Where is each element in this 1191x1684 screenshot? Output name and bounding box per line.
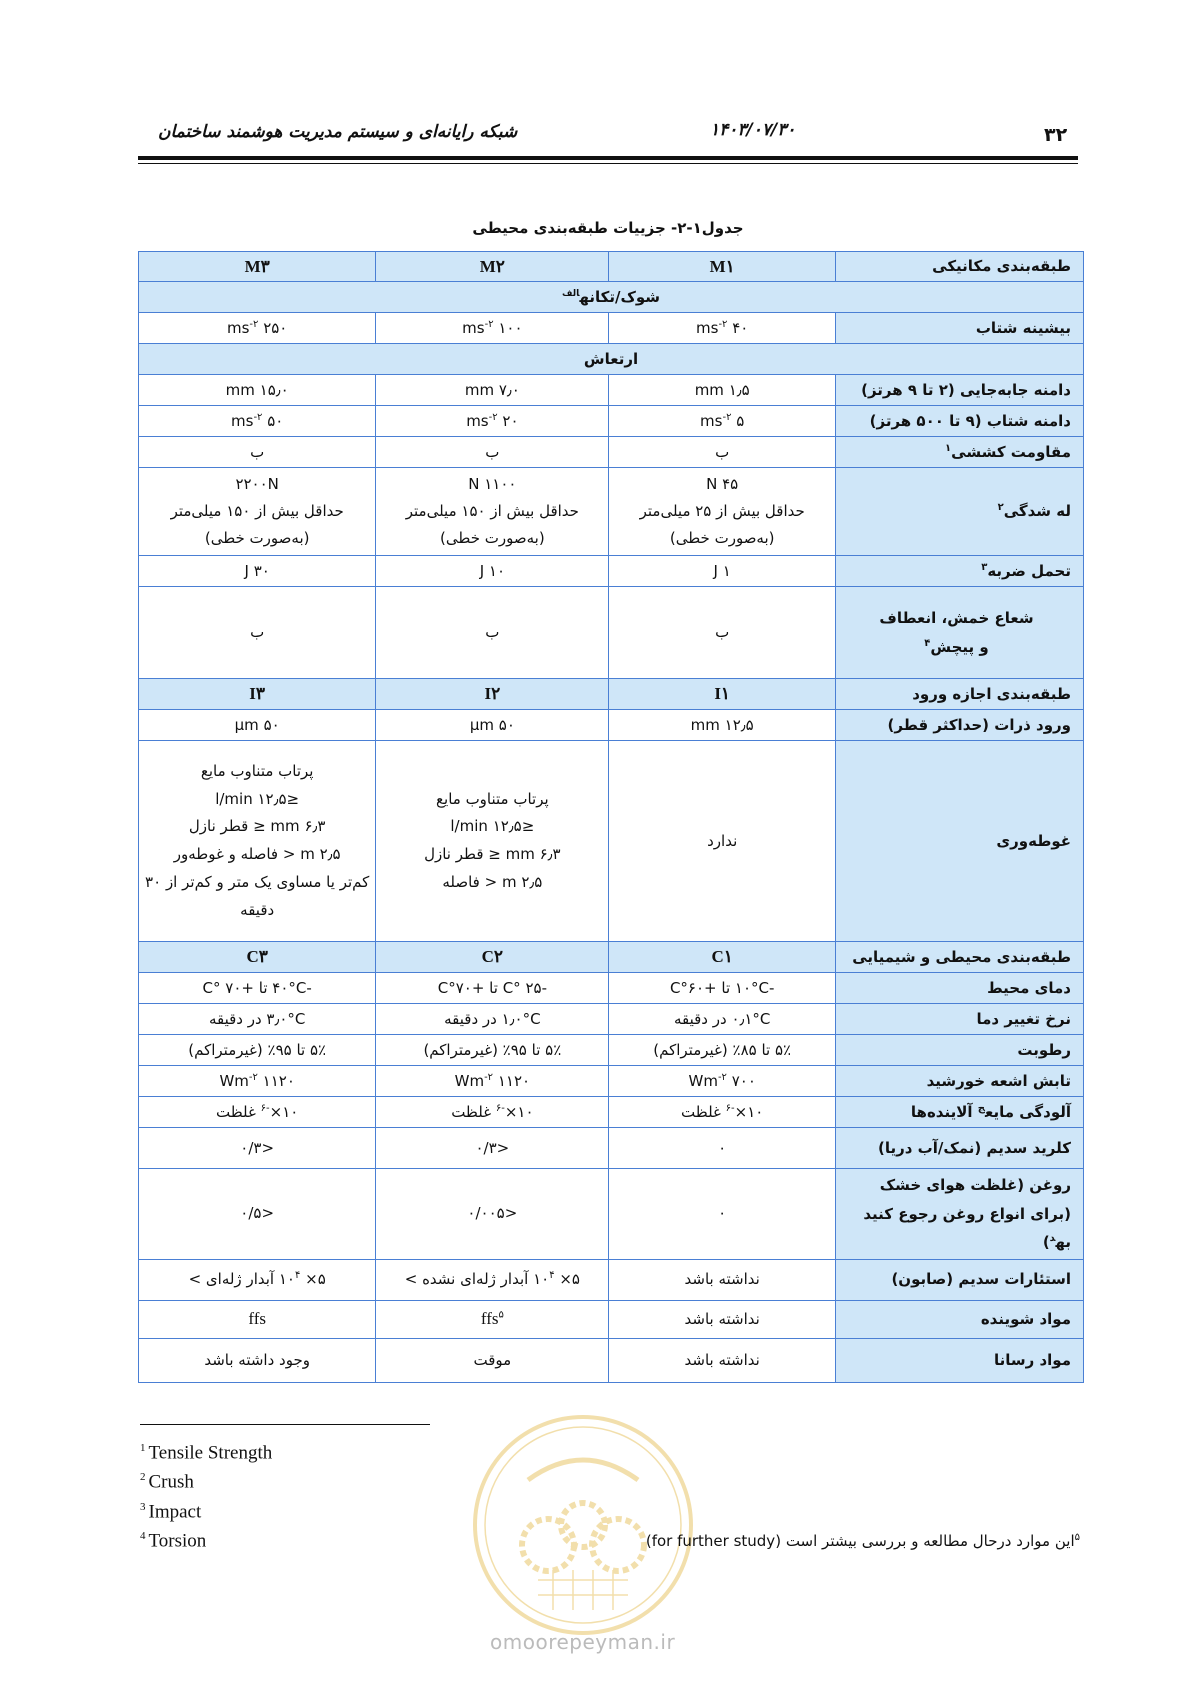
watermark-url: omoorepeyman.ir (490, 1630, 676, 1654)
cell-c1: C۱ (609, 942, 836, 973)
table-row (139, 741, 1084, 942)
table-cell: ۳۰ J (139, 556, 376, 587)
cell-c2: C۲ (376, 942, 609, 973)
table-cell: ۲۰ $ms^{-۲}$ (376, 406, 609, 437)
row-label: کلرید سدیم (نمک/آب دریا) (836, 1128, 1084, 1169)
row-label: طبقه‌بندی مکانیکی (836, 252, 1084, 282)
section-title: شوک/تکانه$^{الف}$ (139, 282, 1084, 313)
table-cell: <۰/۳ (376, 1128, 609, 1169)
row-label: روغن (غلظت هوای خشک (برای انواع روغن رجوع کنید به$^د$) (836, 1169, 1084, 1260)
table-row (139, 468, 1084, 556)
row-label: مواد شوینده (836, 1300, 1084, 1338)
table-cell: ۲۵۰ $ms^{-۲}$ (139, 313, 376, 344)
table-cell: موقت (376, 1338, 609, 1382)
row-label: آلودگی مایع$^ج$ آلاینده‌ها (836, 1097, 1084, 1128)
table-cell: -۱۰°C تا +۶۰°C (609, 973, 836, 1004)
table-cell: ۱ J (609, 556, 836, 587)
table-cell: ffs (139, 1300, 376, 1338)
environmental-classification-table (138, 251, 1084, 1383)
table-row (139, 252, 1084, 282)
row-label: دامنه جابه‌جایی (۲ تا ۹ هرتز) (836, 375, 1084, 406)
row-label: غوطه‌وری (836, 741, 1084, 942)
table-cell: ۵٪ تا ۹۵٪ (غیرمتراکم) (376, 1035, 609, 1066)
row-label: تابش اشعه خورشید (836, 1066, 1084, 1097)
table-row (139, 437, 1084, 468)
footnote-4: $^4$ Torsion (140, 1529, 207, 1552)
row-label: طبقه‌بندی اجازه ورود (836, 679, 1084, 710)
table-cell: ۰٫۱°C در دقیقه (609, 1004, 836, 1035)
table-cell: ۷٫۰ mm (376, 375, 609, 406)
cell-i1: I۱ (609, 679, 836, 710)
table-cell: ۰ (609, 1128, 836, 1169)
table-caption: جدول۱-۲- جزییات طبقه‌بندی محیطی (472, 219, 744, 237)
table-cell: ۴۰ $ms^{-۲}$ (609, 313, 836, 344)
footnote-3: $^3$ Impact (140, 1500, 202, 1522)
table-cell: <۰/۵ (139, 1169, 376, 1260)
header-rule-thin (138, 163, 1078, 164)
table-cell: نداشته باشد (609, 1259, 836, 1300)
section-row-vibration (139, 344, 1084, 375)
cell-m3: M۳ (139, 252, 376, 282)
table-cell: ۱۰×$^{-۶}$ غلظت (609, 1097, 836, 1128)
cell-i2: I۲ (376, 679, 609, 710)
page-number: ۳۲ (1044, 124, 1068, 146)
table-cell: ب (609, 437, 836, 468)
table-cell: پرتاب متناوب مایع ≤۱۲٫۵ l/min ۶٫۳ mm ≤ قطر نازل ۲٫۵ m < فاصله و غوطه‌ور کم‌تر یا مساوی یک متر و کم‌تر از ۳۰ دقیقه (139, 741, 376, 942)
footnote-5: $^۵$این موارد درحال مطالعه و بررسی بیشتر است (for further study) (645, 1532, 1080, 1550)
cell-m1: M۱ (609, 252, 836, 282)
cell-i3: I۳ (139, 679, 376, 710)
table-cell: ۱۱۲۰ $Wm^{-۲}$ (376, 1066, 609, 1097)
row-label: ورود ذرات (حداکثر قطر) (836, 710, 1084, 741)
table-cell: ۱۰×$^{-۶}$ غلظت (139, 1097, 376, 1128)
table-cell: ۱۵٫۰ mm (139, 375, 376, 406)
table-cell: ۵۰ $ms^{-۲}$ (139, 406, 376, 437)
table-row (139, 1259, 1084, 1300)
cell-m2: M۲ (376, 252, 609, 282)
row-label: نرخ تغییر دما (836, 1004, 1084, 1035)
table-row (139, 1004, 1084, 1035)
table-row (139, 942, 1084, 973)
table-cell: ffs$^۵$ (376, 1300, 609, 1338)
table-cell: ۱۰۰ $ms^{-۲}$ (376, 313, 609, 344)
footnote-rule (140, 1424, 430, 1425)
table-cell: ۱۱۲۰ $Wm^{-۲}$ (139, 1066, 376, 1097)
table-cell: نداشته باشد (609, 1300, 836, 1338)
row-label: بیشینه شتاب (836, 313, 1084, 344)
table-cell: ۱٫۵ mm (609, 375, 836, 406)
table-cell: ب (376, 437, 609, 468)
table-row (139, 1338, 1084, 1382)
table-cell: ب (376, 587, 609, 679)
table-cell: ندارد (609, 741, 836, 942)
footnote-2: $^2$ Crush (140, 1471, 194, 1493)
table-cell: ۵٪ تا ۸۵٪ (غیرمتراکم) (609, 1035, 836, 1066)
row-label: استئارات سدیم (صابون) (836, 1259, 1084, 1300)
table-cell: ۱۰×$^{-۶}$ غلظت (376, 1097, 609, 1128)
table-cell: ۱۱۰۰ N حداقل بیش از ۱۵۰ میلی‌متر (به‌صورت خطی) (376, 468, 609, 556)
row-label: مقاومت کششی$^۱$ (836, 437, 1084, 468)
table-cell: ۲۲۰۰N حداقل بیش از ۱۵۰ میلی‌متر (به‌صورت خطی) (139, 468, 376, 556)
table-cell: ۴۵ N حداقل بیش از ۲۵ میلی‌متر (به‌صورت خطی) (609, 468, 836, 556)
row-label: مواد رسانا (836, 1338, 1084, 1382)
table-cell: ب (139, 587, 376, 679)
section-row-shock (139, 282, 1084, 313)
table-cell: ۱۰ J (376, 556, 609, 587)
row-label: طبقه‌بندی محیطی و شیمیایی (836, 942, 1084, 973)
table-row (139, 375, 1084, 406)
table-row (139, 313, 1084, 344)
header-date: ۱۴۰۳/۰۷/۳۰ (710, 120, 796, 140)
table-cell: <۰/۳ (139, 1128, 376, 1169)
row-label: شعاع خمش، انعطاف و پیچش$^۴$ (836, 587, 1084, 679)
table-cell: -۲۵ °C تا +۷۰°C (376, 973, 609, 1004)
row-label: له شدگی$^۲$ (836, 468, 1084, 556)
table-row (139, 1169, 1084, 1260)
footnotes (140, 1436, 272, 1553)
table-cell: ۵× $۱۰^۴$ آبدار ژله‌ای نشده > (376, 1259, 609, 1300)
watermark-seal-icon (468, 1410, 698, 1640)
page-header (138, 112, 1080, 152)
table-row (139, 556, 1084, 587)
table-cell: نداشته باشد (609, 1338, 836, 1382)
table-cell: ۵ $ms^{-۲}$ (609, 406, 836, 437)
table-cell: ۱۲٫۵ mm (609, 710, 836, 741)
table-row (139, 1066, 1084, 1097)
table-cell: وجود داشته باشد (139, 1338, 376, 1382)
table-row (139, 587, 1084, 679)
table-cell: ۳٫۰°C در دقیقه (139, 1004, 376, 1035)
table-cell: پرتاب متناوب مایع ≤۱۲٫۵ l/min ۶٫۳ mm ≤ قطر نازل ۲٫۵ m < فاصله (376, 741, 609, 942)
table-row (139, 1097, 1084, 1128)
table-cell: <۰/۰۰۵ (376, 1169, 609, 1260)
row-label: تحمل ضربه$^۳$ (836, 556, 1084, 587)
header-title: شبکه رایانه‌ای و سیستم مدیریت هوشمند ساختمان (158, 122, 518, 142)
table-cell: ۱٫۰°C در دقیقه (376, 1004, 609, 1035)
table-cell: ۵۰ µm (139, 710, 376, 741)
table-row (139, 1300, 1084, 1338)
table-row (139, 679, 1084, 710)
table-row (139, 1128, 1084, 1169)
section-title: ارتعاش (139, 344, 1084, 375)
table-row (139, 1035, 1084, 1066)
row-label: دامنه شتاب (۹ تا ۵۰۰ هرتز) (836, 406, 1084, 437)
cell-c3: C۳ (139, 942, 376, 973)
table-cell: ۷۰۰ $Wm^{-۲}$ (609, 1066, 836, 1097)
table-cell: ۵٪ تا ۹۵٪ (غیرمتراکم) (139, 1035, 376, 1066)
table-cell: ۵× $۱۰^۴$ آبدار ژله‌ای > (139, 1259, 376, 1300)
table-cell: ۵۰ µm (376, 710, 609, 741)
table-cell: ب (139, 437, 376, 468)
table-cell: -۴۰°C تا +۷۰ °C (139, 973, 376, 1004)
footnote-1: $^1$ Tensile Strength (140, 1442, 273, 1464)
table-row (139, 406, 1084, 437)
table-cell: ب (609, 587, 836, 679)
table-row (139, 973, 1084, 1004)
row-label: دمای محیط (836, 973, 1084, 1004)
table-row (139, 710, 1084, 741)
table-cell: ۰ (609, 1169, 836, 1260)
row-label: رطوبت (836, 1035, 1084, 1066)
header-rule-thick (138, 156, 1078, 160)
